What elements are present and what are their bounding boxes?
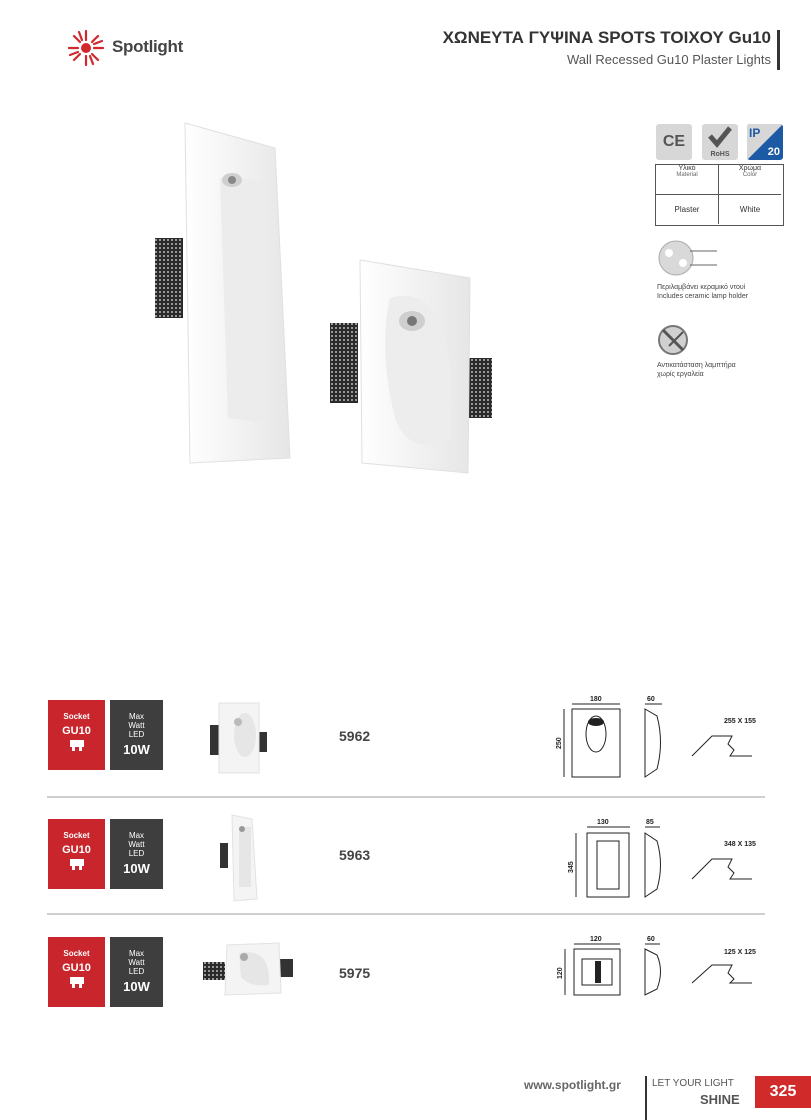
checkmark-icon [702,124,738,148]
width-dimension: 180 [590,696,602,703]
slogan-line-2: SHINE [700,1092,740,1107]
height-dimension: 345 [568,861,575,873]
spotlight-logo [66,28,216,68]
footer-divider [645,1076,647,1120]
ip-rating-badge [747,124,783,160]
ce-mark-badge: CE [656,124,692,160]
max-watt-value: 10W [123,979,150,994]
product-row-5963 [47,813,765,925]
dimension-drawing [552,813,772,908]
depth-dimension: 60 [647,936,655,943]
title-divider [777,30,780,70]
slogan-line-1: LET YOUR LIGHT [652,1078,734,1089]
page-number: 325 [755,1076,811,1108]
page-title: ΧΩΝΕΥΤΑ ΓΥΨΙΝΑ SPOTS ΤΟΙΧΟΥ Gu10 [442,28,771,47]
max-watt-value: 10W [123,861,150,876]
lamp-holder-note [657,283,797,301]
tool-free-note-line2: χωρίς εργαλεία [657,371,704,378]
product-row-5975 [47,931,765,1043]
depth-dimension: 85 [646,819,654,826]
height-dimension: 250 [556,737,563,749]
depth-dimension: 60 [647,696,655,703]
lamp-holder-note-en: Includes ceramic lamp holder [657,293,749,300]
product-row-5962 [47,694,765,806]
tool-free-note-line1: Αντικατάσταση λαμπτήρα [657,362,736,369]
rohs-label: RoHS [710,151,730,158]
socket-label: Socket [63,949,90,958]
row-divider [47,796,765,798]
socket-type: GU10 [62,725,91,737]
tool-free-note [657,361,797,379]
brand-name: Spotlight [112,37,183,56]
width-dimension: 120 [590,936,602,943]
socket-badge [48,700,105,770]
product-code: 5962 [339,728,371,744]
cutout-dimension: 125 X 125 [724,949,756,956]
ip-value: 20 [767,146,780,158]
led-label: LED [128,967,145,976]
max-watt-badge [110,700,163,770]
hero-product-image [150,118,500,478]
product-code: 5963 [339,847,371,863]
spec-color-value: White [739,205,761,214]
gu10-bulb-icon [69,740,85,752]
color-label-en: Color [742,172,758,178]
lamp-holder-note-gr: Περιλαμβάνει κεραμικό ντουί [657,284,746,291]
socket-type: GU10 [62,962,91,974]
max-watt-value: 10W [123,742,150,757]
height-dimension: 120 [557,967,564,979]
max-label: Max [128,712,145,721]
gu10-bulb-icon [69,859,85,871]
max-label: Max [128,831,145,840]
ip-label: IP [749,126,761,140]
width-dimension: 130 [597,819,609,826]
spec-header-color [719,165,781,195]
spec-material-value: Plaster [656,195,719,224]
max-watt-badge [110,819,163,889]
product-thumbnail [212,813,272,903]
spec-table [655,164,784,226]
cutout-dimension: 348 X 135 [724,841,756,848]
max-watt-badge [110,937,163,1007]
cutout-dimension: 255 X 155 [724,718,756,725]
socket-label: Socket [63,831,90,840]
spec-header-material [656,165,719,195]
product-code: 5975 [339,965,371,981]
dimension-drawing [552,694,772,784]
sun-logo-icon [66,28,106,68]
socket-type: GU10 [62,844,91,856]
watt-label: Watt [128,840,145,849]
material-label-en: Material [676,172,698,178]
tool-free-icon [657,324,689,356]
material-label-gr: Υλικό [678,165,696,172]
color-label-gr: Χρώμα [738,165,762,172]
row-divider [47,913,765,915]
product-thumbnail [205,700,280,775]
led-label: LED [128,730,145,739]
rohs-badge [702,124,738,160]
product-thumbnail [199,937,299,1002]
watt-label: Watt [128,721,145,730]
website-link[interactable]: www.spotlight.gr [524,1078,621,1092]
socket-badge [48,819,105,889]
page-subtitle: Wall Recessed Gu10 Plaster Lights [566,52,771,67]
socket-label: Socket [63,712,90,721]
ceramic-lamp-holder-icon [657,239,719,277]
gu10-bulb-icon [69,977,85,989]
led-label: LED [128,849,145,858]
max-label: Max [128,949,145,958]
socket-badge [48,937,105,1007]
watt-label: Watt [128,958,145,967]
dimension-drawing [552,931,772,1011]
